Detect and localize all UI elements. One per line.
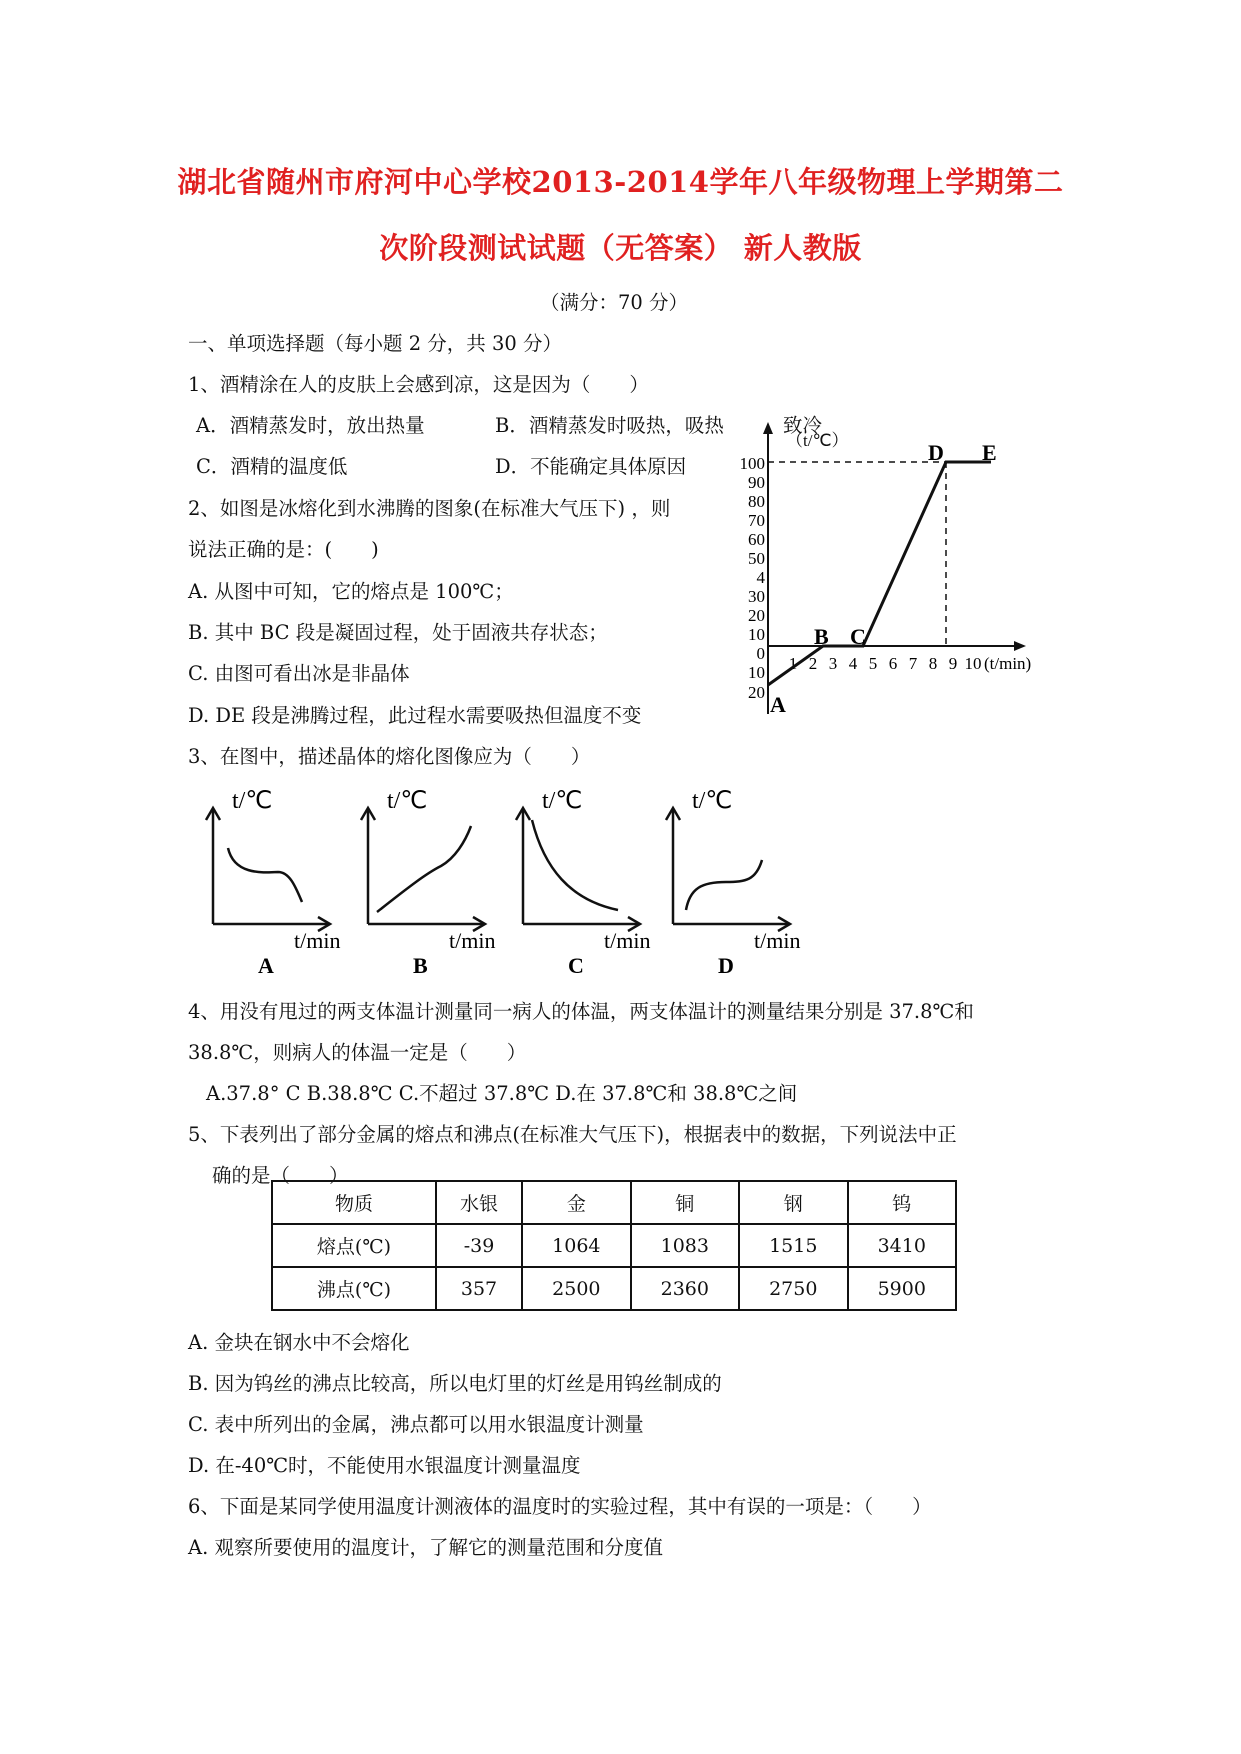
table-cell: 357 xyxy=(436,1267,522,1310)
table-cell: 铜 xyxy=(631,1181,739,1224)
q1-option-c: C．酒精的温度低 xyxy=(196,455,348,478)
q5-option-a: A. 金块在钢水中不会熔化 xyxy=(188,1331,410,1354)
table-cell: 1515 xyxy=(739,1224,847,1267)
graph-x-arrow xyxy=(1014,641,1026,651)
q3-graph-a xyxy=(190,778,365,978)
graph-y-arrow xyxy=(763,422,773,434)
table-cell: 物质 xyxy=(272,1181,436,1224)
table-cell: 5900 xyxy=(848,1267,957,1310)
q6-option-a: A. 观察所要使用的温度计，了解它的测量范围和分度值 xyxy=(188,1536,663,1559)
q1-option-b-tail: 致冷 xyxy=(783,414,823,437)
table-cell: 钢 xyxy=(739,1181,847,1224)
table-row xyxy=(272,1224,956,1267)
graph-x-tick: 2 xyxy=(808,654,818,673)
q3-c-ylabel: t/℃ xyxy=(542,788,583,814)
title-line-1: 湖北省随州市府河中心学校2013-2014学年八年级物理上学期第二 xyxy=(177,165,1064,199)
graph-y-unit: （t/℃） xyxy=(786,431,849,450)
graph-point-c: C xyxy=(850,624,866,649)
q5-option-d: D. 在-40℃时，不能使用水银温度计测量温度 xyxy=(188,1454,581,1477)
q1-stem: 1、酒精涂在人的皮肤上会感到凉，这是因为（ ） xyxy=(188,373,649,396)
section-heading: 一、单项选择题（每小题 2 分，共 30 分） xyxy=(188,332,563,355)
graph-x-tick: 5 xyxy=(868,654,878,673)
q5-option-c: C. 表中所列出的金属，沸点都可以用水银温度计测量 xyxy=(188,1413,644,1436)
graph-x-tick: 10 xyxy=(964,654,982,673)
table-cell: 沸点(℃) xyxy=(272,1267,436,1310)
graph-y-tick: 100 xyxy=(739,454,765,473)
graph-y-tick: 10 xyxy=(748,663,765,682)
graph-y-tick: 70 xyxy=(748,511,765,530)
q5-stem-1: 5、下表列出了部分金属的熔点和沸点(在标准大气压下)，根据表中的数据，下列说法中正 xyxy=(188,1123,957,1146)
table-cell: 钨 xyxy=(848,1181,957,1224)
q3-d-letter: D xyxy=(718,953,734,978)
q3-d-ylabel: t/℃ xyxy=(692,788,733,814)
q3-b-letter: B xyxy=(413,953,428,978)
graph-y-tick: 30 xyxy=(748,587,765,606)
table-cell: 2500 xyxy=(522,1267,630,1310)
q1-option-d: D．不能确定具体原因 xyxy=(495,455,687,478)
graph-x-tick: 8 xyxy=(928,654,938,673)
graph-y-tick: 10 xyxy=(748,625,765,644)
q1-option-a: A．酒精蒸发时，放出热量 xyxy=(196,414,425,437)
q3-b-xlabel: t/min xyxy=(449,928,496,953)
graph-y-tick: 4 xyxy=(756,568,765,587)
graph-y-tick: 20 xyxy=(748,606,765,625)
table-cell: 1083 xyxy=(631,1224,739,1267)
graph-point-b: B xyxy=(814,624,829,649)
full-score: （满分：70 分） xyxy=(540,291,689,314)
table-row xyxy=(272,1267,956,1310)
q5-stem-2: 确的是（ ） xyxy=(212,1164,349,1187)
q2-stem-2: 说法正确的是：( ) xyxy=(188,538,379,561)
graph-point-d: D xyxy=(928,440,944,465)
q3-c-xlabel: t/min xyxy=(604,928,651,953)
graph-x-tick: 4 xyxy=(848,654,858,673)
graph-x-tick: 1 xyxy=(788,654,798,673)
graph-point-e: E xyxy=(982,440,997,465)
table-row xyxy=(272,1181,956,1224)
graph-point-a: A xyxy=(770,692,786,717)
graph-y-tick: 90 xyxy=(748,473,765,492)
table-cell: 2360 xyxy=(631,1267,739,1310)
q2-option-a: A. 从图中可知，它的熔点是 100℃； xyxy=(188,580,514,603)
table-cell: 2750 xyxy=(739,1267,847,1310)
table-cell: 1064 xyxy=(522,1224,630,1267)
q4-stem-1: 4、用没有甩过的两支体温计测量同一病人的体温，两支体温计的测量结果分别是 37.8℃和 xyxy=(188,1000,974,1023)
graph-x-unit: (t/min) xyxy=(984,654,1032,673)
q2-option-d: D. DE 段是沸腾过程，此过程水需要吸热但温度不变 xyxy=(188,704,642,727)
q2-stem-1: 2、如图是冰熔化到水沸腾的图象(在标准大气压下) ，则 xyxy=(188,497,671,520)
graph-x-tick: 7 xyxy=(908,654,918,673)
q3-graph-d xyxy=(650,778,825,978)
table-cell: 水银 xyxy=(436,1181,522,1224)
q2-option-b: B. 其中 BC 段是凝固过程，处于固液共存状态； xyxy=(188,621,608,644)
graph-x-tick: 3 xyxy=(828,654,838,673)
q3-c-letter: C xyxy=(568,953,584,978)
q3-a-letter: A xyxy=(258,953,274,978)
table-cell: -39 xyxy=(436,1224,522,1267)
graph-y-tick: 60 xyxy=(748,530,765,549)
graph-curve xyxy=(768,462,991,685)
q4-stem-2: 38.8℃，则病人的体温一定是（ ） xyxy=(188,1041,527,1064)
graph-x-tick: 9 xyxy=(948,654,958,673)
graph-y-tick: 0 xyxy=(756,644,765,663)
metals-table xyxy=(271,1180,957,1311)
q3-stem: 3、在图中，描述晶体的熔化图像应为（ ） xyxy=(188,745,591,768)
q3-curve-b xyxy=(377,826,471,912)
graph-y-tick: 50 xyxy=(748,549,765,568)
q3-b-ylabel: t/℃ xyxy=(387,788,428,814)
q1-option-b: B．酒精蒸发时吸热，吸热 xyxy=(495,414,724,437)
q3-a-ylabel: t/℃ xyxy=(232,788,273,814)
graph-y-tick: 20 xyxy=(748,683,765,702)
q4-options: A.37.8° C B.38.8℃ C.不超过 37.8℃ D.在 37.8℃和 38.8℃之间 xyxy=(206,1082,798,1105)
melting-boiling-graph xyxy=(720,420,1050,720)
table-cell: 熔点(℃) xyxy=(272,1224,436,1267)
graph-x-tick: 6 xyxy=(888,654,898,673)
q3-d-xlabel: t/min xyxy=(754,928,801,953)
q3-graph-b xyxy=(345,778,520,978)
q3-curve-c xyxy=(532,820,618,910)
q6-stem: 6、下面是某同学使用温度计测液体的温度时的实验过程，其中有误的一项是：（ ） xyxy=(188,1495,932,1518)
q2-option-c: C. 由图可看出冰是非晶体 xyxy=(188,662,410,685)
graph-y-tick: 80 xyxy=(748,492,765,511)
title-line-2: 次阶段测试试题（无答案） 新人教版 xyxy=(379,231,862,265)
q3-curve-d xyxy=(686,860,762,910)
q3-curve-a xyxy=(228,848,302,902)
q3-graph-c xyxy=(500,778,675,978)
q3-a-xlabel: t/min xyxy=(294,928,341,953)
table-cell: 3410 xyxy=(848,1224,957,1267)
table-cell: 金 xyxy=(522,1181,630,1224)
q5-option-b: B. 因为钨丝的沸点比较高，所以电灯里的灯丝是用钨丝制成的 xyxy=(188,1372,722,1395)
